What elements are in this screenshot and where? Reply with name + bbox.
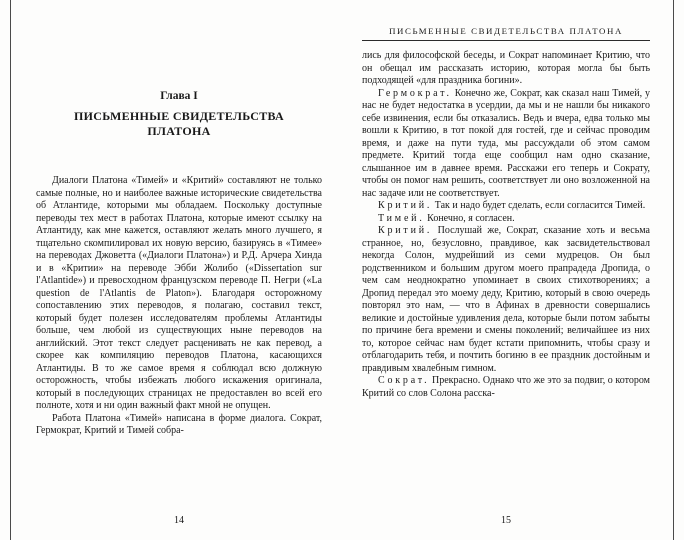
running-header-rule	[362, 40, 650, 41]
page-number-left: 14	[174, 515, 184, 526]
paragraph: Работа Платона «Тимей» написана в форме диалога. Сократ, Гермократ, Критий и Тимей собра-	[36, 412, 322, 436]
left-page-body	[36, 175, 322, 438]
paragraph: Гермократ. Конечно же, Сократ, как сказал наш Тимей, у нас не будет недостатка в усердии, да мы и не нашли бы никакого себе извинения, если бы отказались. Ведь и вчера, едва только мы вошли к Критию, в тот покой для гостей, где и сейчас проводим время, и даже на пути туда, мы рассуждали об этом самом предмете. Критий тогда еще сообщил нам одно сказание, слышанное им в давнее время. Расскажи его теперь и Сократу, чтобы он помог нам решить, соответствует ли оно возложенной на нас задаче или не соответствует.	[362, 87, 650, 199]
page-right	[362, 0, 650, 540]
right-page-body	[362, 50, 650, 400]
paragraph: Критий. Послушай же, Сократ, сказание хоть и весьма странное, но, безусловно, правдивое, как засвидетельствовал некогда Солон, мудрейший из семи мудрецов. Он был родственником и большим другом моего прапрадеда Дропида, о чем сам неоднократно упоминает в своих стихотворениях; а Дропид передал это моему деду, Критию, который в свою очередь повторял это нам, — что в Афинах в древности совершались великие и достойные удивления дела, которые были потом забыты по причине бега времени и смены поколений; величайшее из них то, которое сейчас нам будет кстати припомнить, чтобы сразу и отблагодарить тебя, и почтить богиню в ее праздник достойным и правдивым хвалебным гимном.	[362, 225, 650, 374]
paragraph: Сократ. Прекрасно. Однако что же это за подвиг, о котором Критий со слов Солона расска-	[362, 375, 650, 399]
paragraph: Тимей. Конечно, я согласен.	[378, 212, 515, 224]
right-page-edge-line	[673, 0, 674, 540]
paragraph: Диалоги Платона «Тимей» и «Критий» составляют не только самые полные, но и наиболее важные исторические свидетельства об Атлантиде, которыми мы обладаем. Поскольку доступные переводы тех мест в работах Платона, которые имеют ссылку на Атлантиду, как мне кажется, оставляют желать много лучшего, я тщательно скомпилировал их новую версию, базируясь в «Тимее» на переводах Джоветта («Диалоги Платона») и Р.Д. Арчера Хинда и в «Критии» на переводе Эбби Жолибо («Dissertation sur l'Atlantide») и превосходном французском переводе П. Негри («La question de l'Atlantis de Platon»). Благодаря осторожному сопоставлению этих переводов, я полагаю, составил текст, который будет полезен исследователям проблемы Атлантиды больше, чем любой из существующих ныне переводов на английский. Этот текст следует расценивать не как перевод, а скорее как компиляцию переводов Платона, касающихся Атлантиды. В то же самое время я соблюдал всю должную осторожность, чтобы избежать любого искажения оригинала, который в последующих страницах не предоставлен во всей его полноте, хотя и ни один важный факт мной не опущен.	[36, 175, 322, 411]
paragraph: Критий. Так и надо будет сделать, если согласится Тимей.	[378, 200, 646, 211]
speaker-name: Тимей.	[378, 212, 425, 224]
speaker-name: Критий.	[378, 200, 433, 211]
page-left	[36, 0, 322, 540]
speaker-name: Критий.	[378, 225, 433, 236]
speaker-name: Сократ.	[378, 375, 430, 386]
running-header-text: ПИСЬМЕННЫЕ СВИДЕТЕЛЬСТВА ПЛАТОНА	[389, 26, 623, 36]
left-page-edge-line	[10, 0, 11, 540]
chapter-number: Глава I	[160, 90, 198, 102]
speaker-name: Гермократ.	[378, 87, 452, 99]
chapter-heading	[36, 0, 322, 139]
page-number-right: 15	[501, 515, 511, 526]
running-header	[362, 0, 650, 41]
chapter-title: ПИСЬМЕННЫЕ СВИДЕТЕЛЬСТВА ПЛАТОНА	[73, 109, 285, 138]
paragraph: лись для философской беседы, и Сократ напоминает Критию, что он обещал им рассказать историю, которая могла бы быть подходящей «для праздника богини».	[362, 50, 650, 86]
